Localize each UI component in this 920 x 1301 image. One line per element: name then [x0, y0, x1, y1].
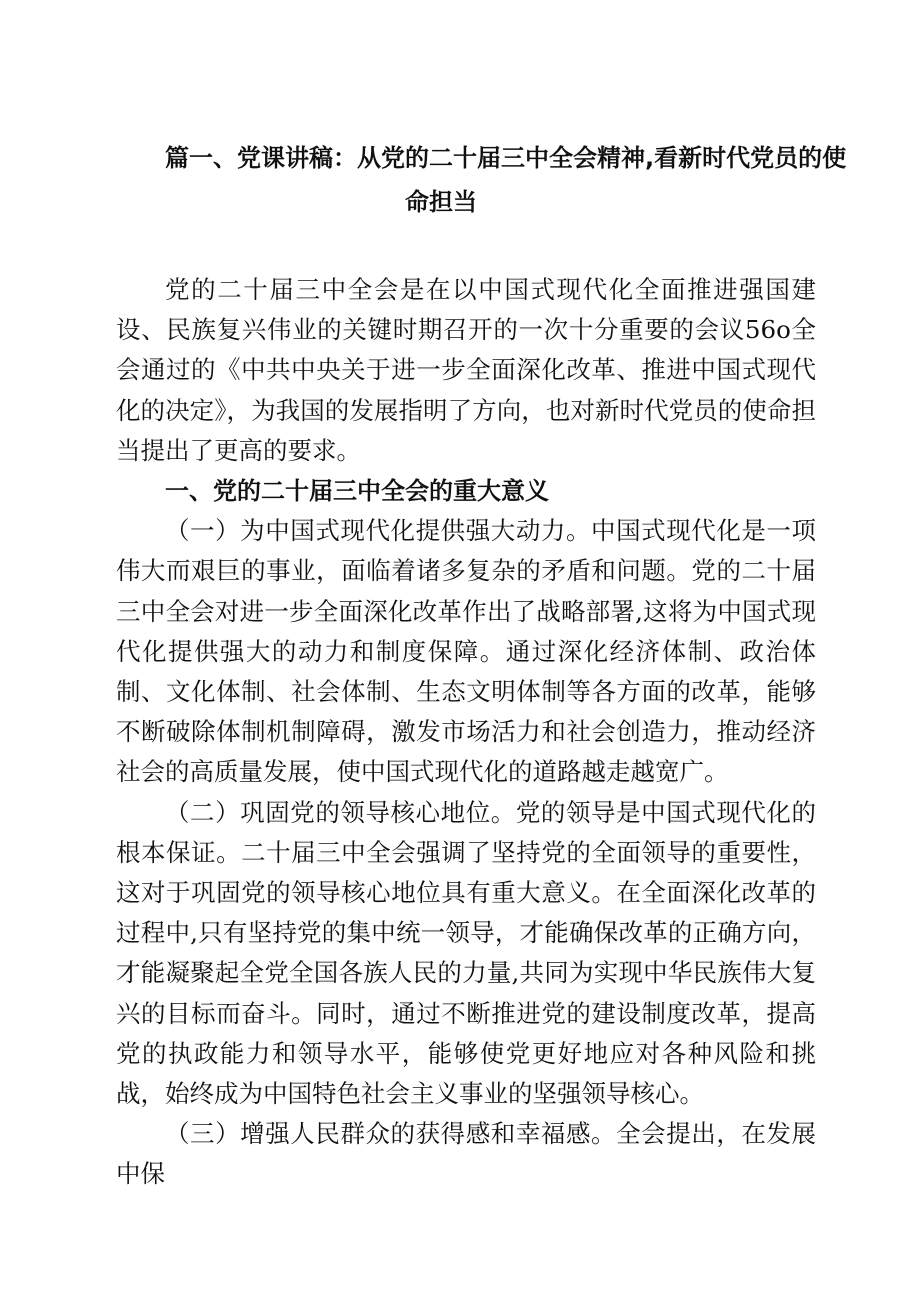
paragraph-1: （一）为中国式现代化提供强大动力。中国式现代化是一项伟大而艰巨的事业，面临着诸多复杂的矛盾和问题。党的二十届三中全会对进一步全面深化改革作出了战略部署,这将为中国式现代化提供强大的动力和制度保障。通过深化经济体制、政治体制、文化体制、社会体制、生态文明体制等各方面的改革，能够不断破除体制机制障碍，激发市场活力和社会创造力，推动经济社会的高质量发展，使中国式现代化的道路越走越宽广。 [116, 516, 816, 787]
document-body [116, 270, 816, 1195]
paragraph-2: （二）巩固党的领导核心地位。党的领导是中国式现代化的根本保证。二十届三中全会强调了坚持党的全面领导的重要性，这对于巩固党的领导核心地位具有重大意义。在全面深化改革的过程中,只有坚持党的集中统一领导，才能确保改革的正确方向，才能凝聚起全党全国各族人民的力量,共同为实现中华民族伟大复兴的目标而奋斗。同时，通过不断推进党的建设制度改革，提高党的执政能力和领导水平，能够使党更好地应对各种风险和挑战，始终成为中国特色社会主义事业的坚强领导核心。 [116, 797, 816, 1109]
document-title-line2: 命担当 [405, 188, 477, 216]
intro-paragraph: 党的二十届三中全会是在以中国式现代化全面推进强国建设、民族复兴伟业的关键时期召开的一次十分重要的会议56o全会通过的《中共中央关于进一步全面深化改革、推进中国式现代化的决定》，为我国的发展指明了方向，也对新时代党员的使命担当提出了更高的要求。 [116, 275, 816, 465]
document-title-line1: 篇一、党课讲稿：从党的二十届三中全会精神,看新时代党员的使 [165, 144, 847, 172]
paragraph-3: （三）增强人民群众的获得感和幸福感。全会提出，在发展中保 [116, 1119, 816, 1189]
section-heading: 一、党的二十届三中全会的重大意义 [165, 477, 549, 506]
